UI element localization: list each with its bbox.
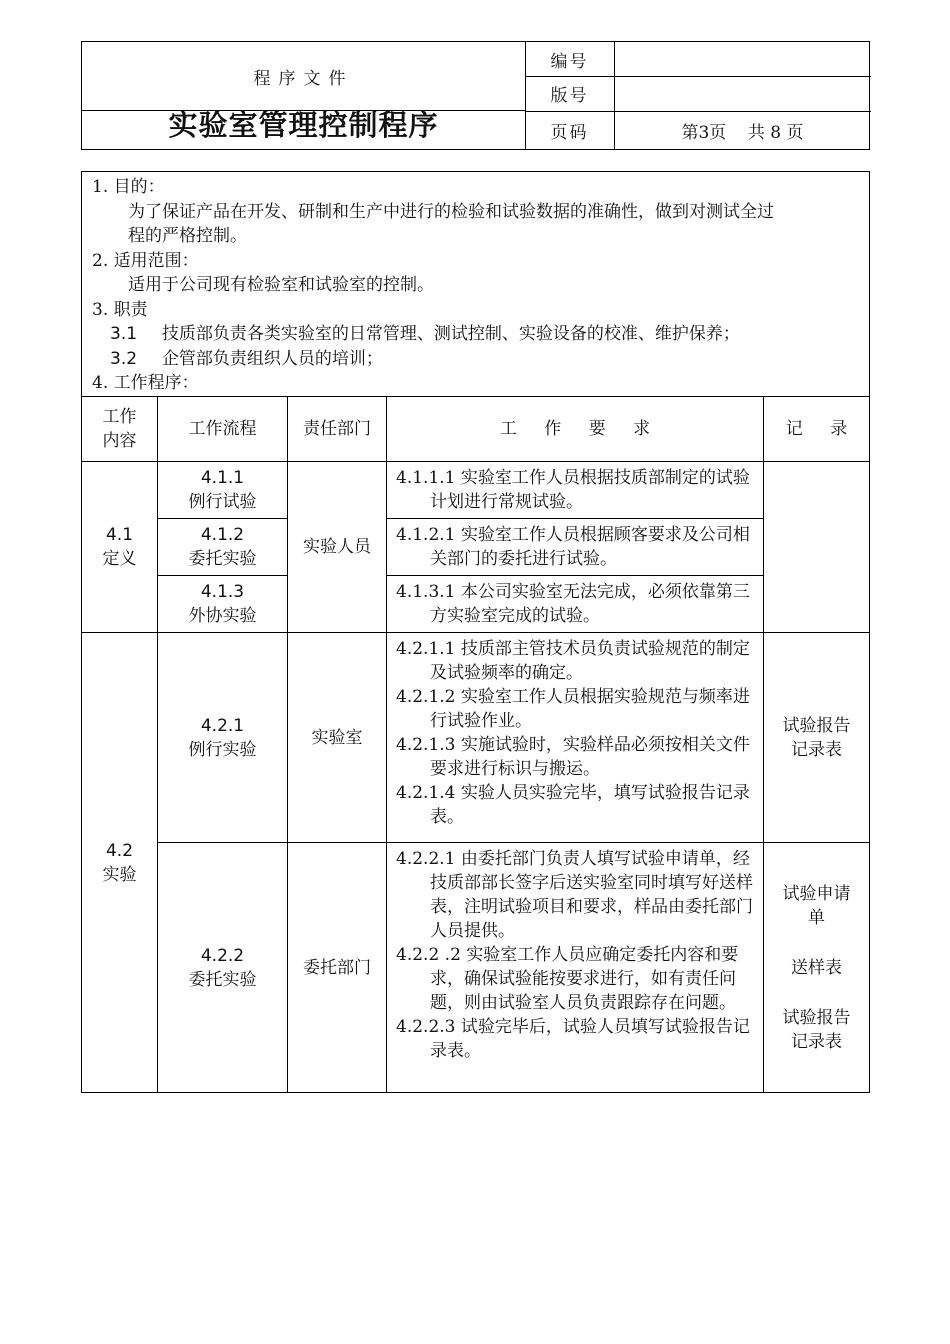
col-header-record: 记 录 xyxy=(764,397,870,462)
record-text: 试验报告 xyxy=(782,715,851,736)
field-value-number xyxy=(614,42,871,76)
duty-number: 3.1 xyxy=(110,324,138,344)
content-name: 定义 xyxy=(102,549,137,569)
record-cell xyxy=(764,843,870,1093)
requirement-cell xyxy=(387,519,764,576)
flow-number: 4.1.2 xyxy=(200,525,245,545)
record-text: 记录表 xyxy=(791,739,842,760)
table-row xyxy=(82,462,870,519)
record-text: 单 xyxy=(808,907,825,928)
field-value-page: 第3页 共 8 页 xyxy=(681,123,804,143)
content-sections xyxy=(81,171,870,396)
table-row xyxy=(82,519,870,576)
record-text: 试验申请 xyxy=(782,883,851,904)
content-number: 4.1 xyxy=(105,525,134,545)
purpose-text-line2: 程的严格控制。 xyxy=(128,226,247,246)
page-title: 实验室管理控制程序 xyxy=(168,107,439,142)
procedure-table xyxy=(81,396,870,1093)
flow-cell xyxy=(158,519,288,576)
flow-cell xyxy=(158,843,288,1093)
table-header-row xyxy=(82,397,870,462)
col-header-flow: 工作流程 xyxy=(158,397,288,462)
scope-text: 适用于公司现有检验室和试验室的控制。 xyxy=(128,275,434,295)
purpose-heading: 1. 目的： xyxy=(92,177,165,197)
field-label-number: 编号 xyxy=(550,51,589,72)
field-label-page: 页码 xyxy=(550,123,589,143)
dept-cell: 实验室 xyxy=(288,633,387,843)
content-name: 实验 xyxy=(102,864,137,885)
duty-item xyxy=(92,347,859,372)
flow-number: 4.1.1 xyxy=(200,468,245,488)
purpose-text-line1: 为了保证产品在开发、研制和生产中进行的检验和试验数据的准确性，做到对测试全过 xyxy=(128,201,774,222)
dept-cell: 委托部门 xyxy=(288,843,387,1093)
requirement-item: 4.1.1.1 实验室工作人员根据技质部制定的试验计划进行常规试验。 xyxy=(396,468,750,512)
requirement-item: 4.2.2 .2 实验室工作人员应确定委托内容和要求，确保试验能按要求进行，如有责任问题，则由试验室人员负责跟踪存在问题。 xyxy=(396,945,739,1013)
content-number: 4.2 xyxy=(105,840,134,861)
requirement-item: 4.2.1.1 技质部主管技术员负责试验规范的制定及试验频率的确定。 xyxy=(396,639,750,683)
field-value-version xyxy=(614,76,871,111)
col-header-dept: 责任部门 xyxy=(288,397,387,462)
flow-name: 委托实验 xyxy=(188,549,257,569)
table-row xyxy=(82,576,870,633)
col-header-content: 工作内容 xyxy=(82,397,158,462)
flow-cell xyxy=(158,462,288,519)
record-cell xyxy=(764,462,870,633)
requirement-item: 4.1.2.1 实验室工作人员根据顾客要求及公司相关部门的委托进行试验。 xyxy=(396,525,750,569)
scope-heading: 2. 适用范围： xyxy=(92,250,199,271)
requirement-cell xyxy=(387,843,764,1093)
content-cell xyxy=(82,462,158,633)
flow-number: 4.1.3 xyxy=(200,582,245,602)
record-text: 记录表 xyxy=(791,1031,842,1052)
duty-number: 3.2 xyxy=(110,348,138,369)
duty-text: 企管部负责组织人员的培训； xyxy=(161,348,383,369)
col-header-requirements: 工 作 要 求 xyxy=(387,397,764,462)
record-text: 送样表 xyxy=(791,957,842,978)
flow-cell xyxy=(158,633,288,843)
requirement-item: 4.1.3.1 本公司实验室无法完成，必须依靠第三方实验室完成的试验。 xyxy=(396,582,750,626)
table-row xyxy=(82,843,870,1093)
requirement-item: 4.2.1.2 实验室工作人员根据实验规范与频率进行试验作业。 xyxy=(396,687,750,731)
flow-number: 4.2.2 xyxy=(200,945,245,966)
requirement-cell xyxy=(387,462,764,519)
flow-name: 例行试验 xyxy=(188,492,257,512)
requirement-item: 4.2.2.3 试验完毕后，试验人员填写试验报告记录表。 xyxy=(396,1017,750,1061)
requirement-cell xyxy=(387,576,764,633)
requirement-cell xyxy=(387,633,764,843)
content-cell xyxy=(82,633,158,1093)
flow-name: 委托实验 xyxy=(188,969,257,990)
flow-cell xyxy=(158,576,288,633)
requirement-item: 4.2.1.3 实施试验时，实验样品必须按相关文件要求进行标识与搬运。 xyxy=(396,735,750,779)
requirement-item: 4.2.2.1 由委托部门负责人填写试验申请单，经技质部部长签字后送实验室同时填写好送样表，注明试验项目和要求，样品由委托部门人员提供。 xyxy=(396,849,753,941)
flow-name: 例行实验 xyxy=(188,739,257,760)
flow-name: 外协实验 xyxy=(188,606,257,626)
requirement-item: 4.2.1.4 实验人员实验完毕，填写试验报告记录表。 xyxy=(396,783,750,827)
dept-cell: 实验人员 xyxy=(288,462,387,633)
document-header xyxy=(81,41,870,150)
record-cell xyxy=(764,633,870,843)
doc-type: 程序文件 xyxy=(253,68,354,89)
duty-text: 技质部负责各类实验室的日常管理、测试控制、实验设备的校准、维护保养； xyxy=(161,324,740,344)
flow-number: 4.2.1 xyxy=(200,715,245,736)
record-text: 试验报告 xyxy=(782,1007,851,1028)
field-label-version: 版号 xyxy=(550,86,589,106)
duty-heading: 3. 职责 xyxy=(92,299,148,320)
table-row xyxy=(82,633,870,843)
procedure-heading: 4. 工作程序： xyxy=(92,373,199,393)
duty-item xyxy=(92,322,859,347)
